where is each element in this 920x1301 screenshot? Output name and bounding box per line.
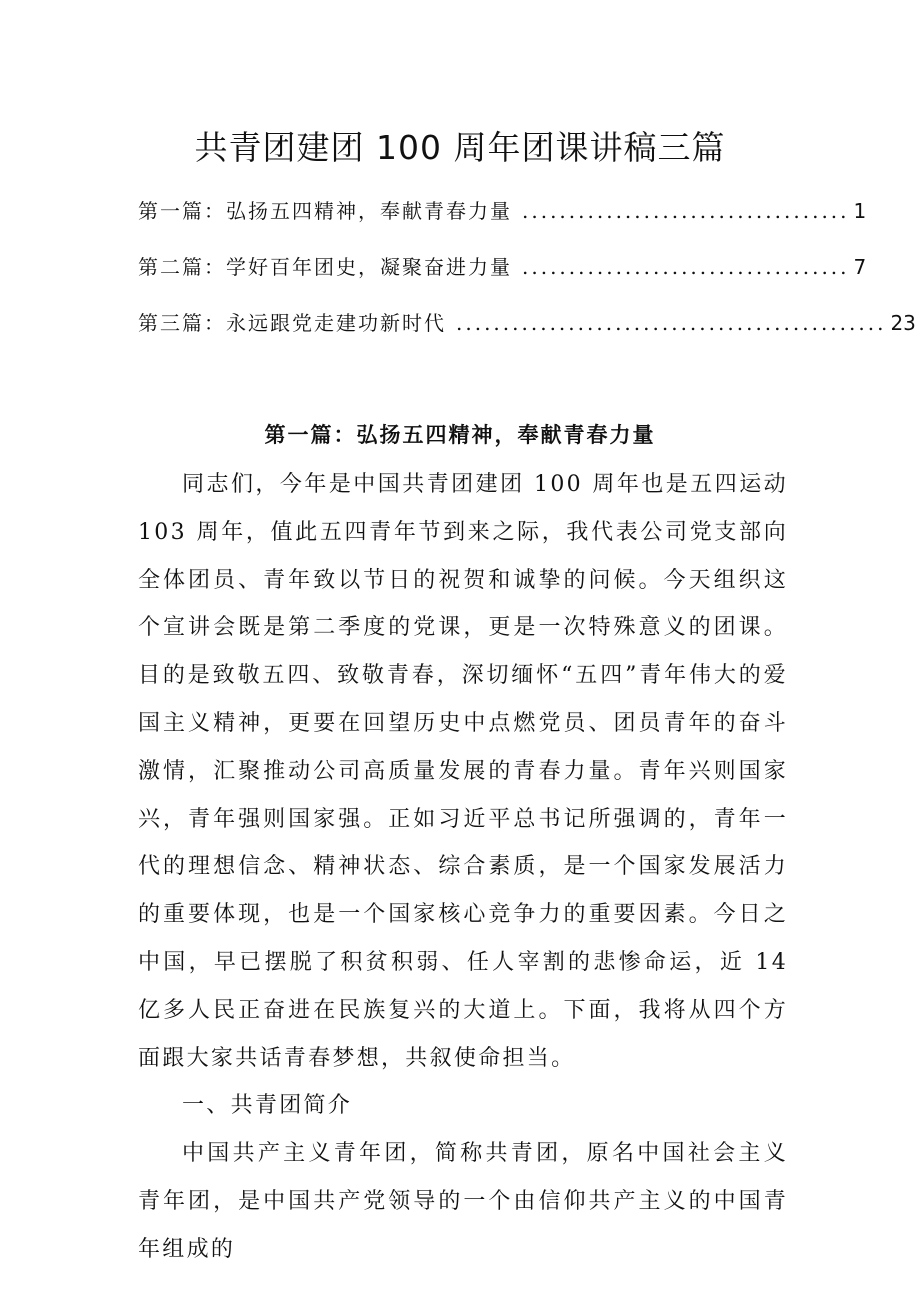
toc-dot-leader: ................................... [522, 199, 850, 223]
toc-entry-label: 第二篇：学好百年团史，凝聚奋进力量 [138, 255, 512, 279]
section-body [138, 461, 788, 1274]
body-paragraph: 同志们，今年是中国共青团建团 100 周年也是五四运动 103 周年，值此五四青年节到来之际，我代表公司党支部向全体团员、青年致以节日的祝贺和诚挚的问候。今天组织这个宣讲会既是第二季度的党课，更是一次特殊意义的团课。目的是致敬五四、致敬青春，深切缅怀“五四”青年伟大的爱国主义精神，更要在回望历史中点燃党员、团员青年的奋斗激情，汇聚推动公司高质量发展的青春力量。青年兴则国家兴，青年强则国家强。正如习近平总书记所强调的，青年一代的理想信念、精神状态、综合素质，是一个国家发展活力的重要体现，也是一个国家核心竞争力的重要因素。今日之中国，早已摆脱了积贫积弱、任人宰割的悲惨命运，近 14 亿多人民正奋进在民族复兴的大道上。下面，我将从四个方面跟大家共话青春梦想，共叙使命担当。 [138, 472, 788, 1071]
toc-page-number: 1 [853, 199, 867, 223]
toc-entry-3[interactable] [138, 308, 916, 364]
document-title: 共青团建团 100 周年团课讲稿三篇 [194, 128, 726, 167]
toc-dot-leader: ................................... [522, 255, 850, 279]
toc-dot-leader: .............................................. [456, 311, 887, 335]
toc-page-number: 7 [853, 255, 867, 279]
toc-entry-label: 第三篇：永远跟党走建功新时代 [138, 311, 446, 335]
toc-entry-label: 第一篇：弘扬五四精神，奉献青春力量 [138, 199, 512, 223]
section-heading: 第一篇：弘扬五四精神，奉献青春力量 [264, 422, 656, 447]
toc-entry-1[interactable] [138, 196, 867, 252]
subsection-heading: 一、共青团简介 [182, 1093, 353, 1119]
toc-page-number: 23 [890, 311, 916, 335]
body-paragraph: 中国共产主义青年团，简称共青团，原名中国社会主义青年团，是中国共产党领导的一个由信仰共产主义的中国青年组成的 [138, 1141, 788, 1262]
table-of-contents [138, 196, 916, 364]
toc-entry-2[interactable] [138, 252, 867, 308]
